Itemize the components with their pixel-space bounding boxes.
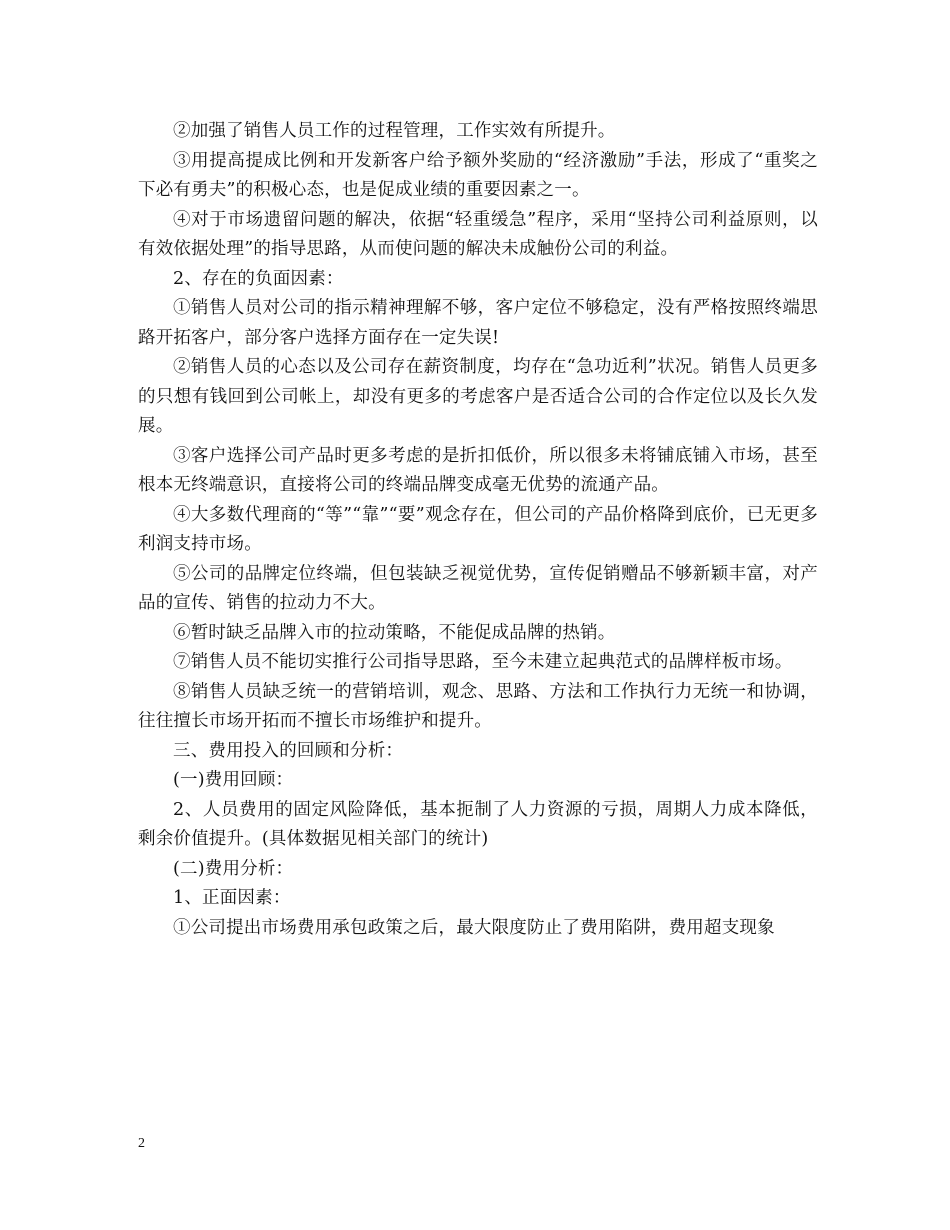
paragraph: ②销售人员的心态以及公司存在薪资制度，均存在“急功近利”状况。销售人员更多的只想有钱回到公司帐上，却没有更多的考虑客户是否适合公司的合作定位以及长久发展。	[138, 357, 818, 436]
paragraph: ③用提高提成比例和开发新客户给予额外奖励的“经济激励”手法，形成了“重奖之下必有勇夫”的积极心态，也是促成业绩的重要因素之一。	[138, 150, 818, 200]
paragraph: ⑥暂时缺乏品牌入市的拉动策略，不能促成品牌的热销。	[173, 622, 616, 643]
subsection-heading: (一)费用回顾：	[173, 770, 294, 790]
paragraph: ④对于市场遗留问题的解决，依据“轻重缓急”程序，采用“坚持公司利益原则，以有效依据处理”的指导思路，从而使问题的解决未成触份公司的利益。	[138, 209, 818, 259]
subsection-heading: (二)费用分析：	[173, 858, 294, 879]
section-heading: 三、费用投入的回顾和分析：	[173, 740, 404, 761]
paragraph: 2、人员费用的固定风险降低，基本扼制了人力资源的亏损，周期人力成本降低，剩余价值提升。(具体数据见相关部门的统计)	[138, 799, 818, 849]
paragraph: ⑤公司的品牌定位终端，但包装缺乏视觉优势，宣传促销赠品不够新颖丰富，对产品的宣传、销售的拉动力不大。	[138, 563, 818, 613]
paragraph: ③客户选择公司产品时更多考虑的是折扣低价，所以很多未将铺底铺入市场，甚至根本无终端意识，直接将公司的终端品牌变成毫无优势的流通产品。	[138, 445, 818, 495]
paragraph: ①公司提出市场费用承包政策之后，最大限度防止了费用陷阱，费用超支现象	[173, 917, 775, 938]
paragraph: ②加强了销售人员工作的过程管理，工作实效有所提升。	[173, 121, 616, 141]
paragraph: ⑧销售人员缺乏统一的营销培训，观念、思路、方法和工作执行力无统一和协调，往往擅长市场开拓而不擅长市场维护和提升。	[138, 681, 818, 731]
page-number: 2	[138, 1136, 145, 1151]
paragraph: ①销售人员对公司的指示精神理解不够，客户定位不够稳定，没有严格按照终端思路开拓客户，部分客户选择方面存在一定失误!	[138, 298, 818, 348]
document-body	[138, 117, 818, 943]
section-heading: 2、存在的负面因素：	[173, 268, 344, 289]
paragraph: ⑦销售人员不能切实推行公司指导思路，至今未建立起典范式的品牌样板市场。	[173, 652, 793, 672]
paragraph: ④大多数代理商的“等”“靠”“要”观念存在，但公司的产品价格降到底价，已无更多利润支持市场。	[138, 504, 818, 554]
section-heading: 1、正面因素：	[173, 888, 291, 908]
